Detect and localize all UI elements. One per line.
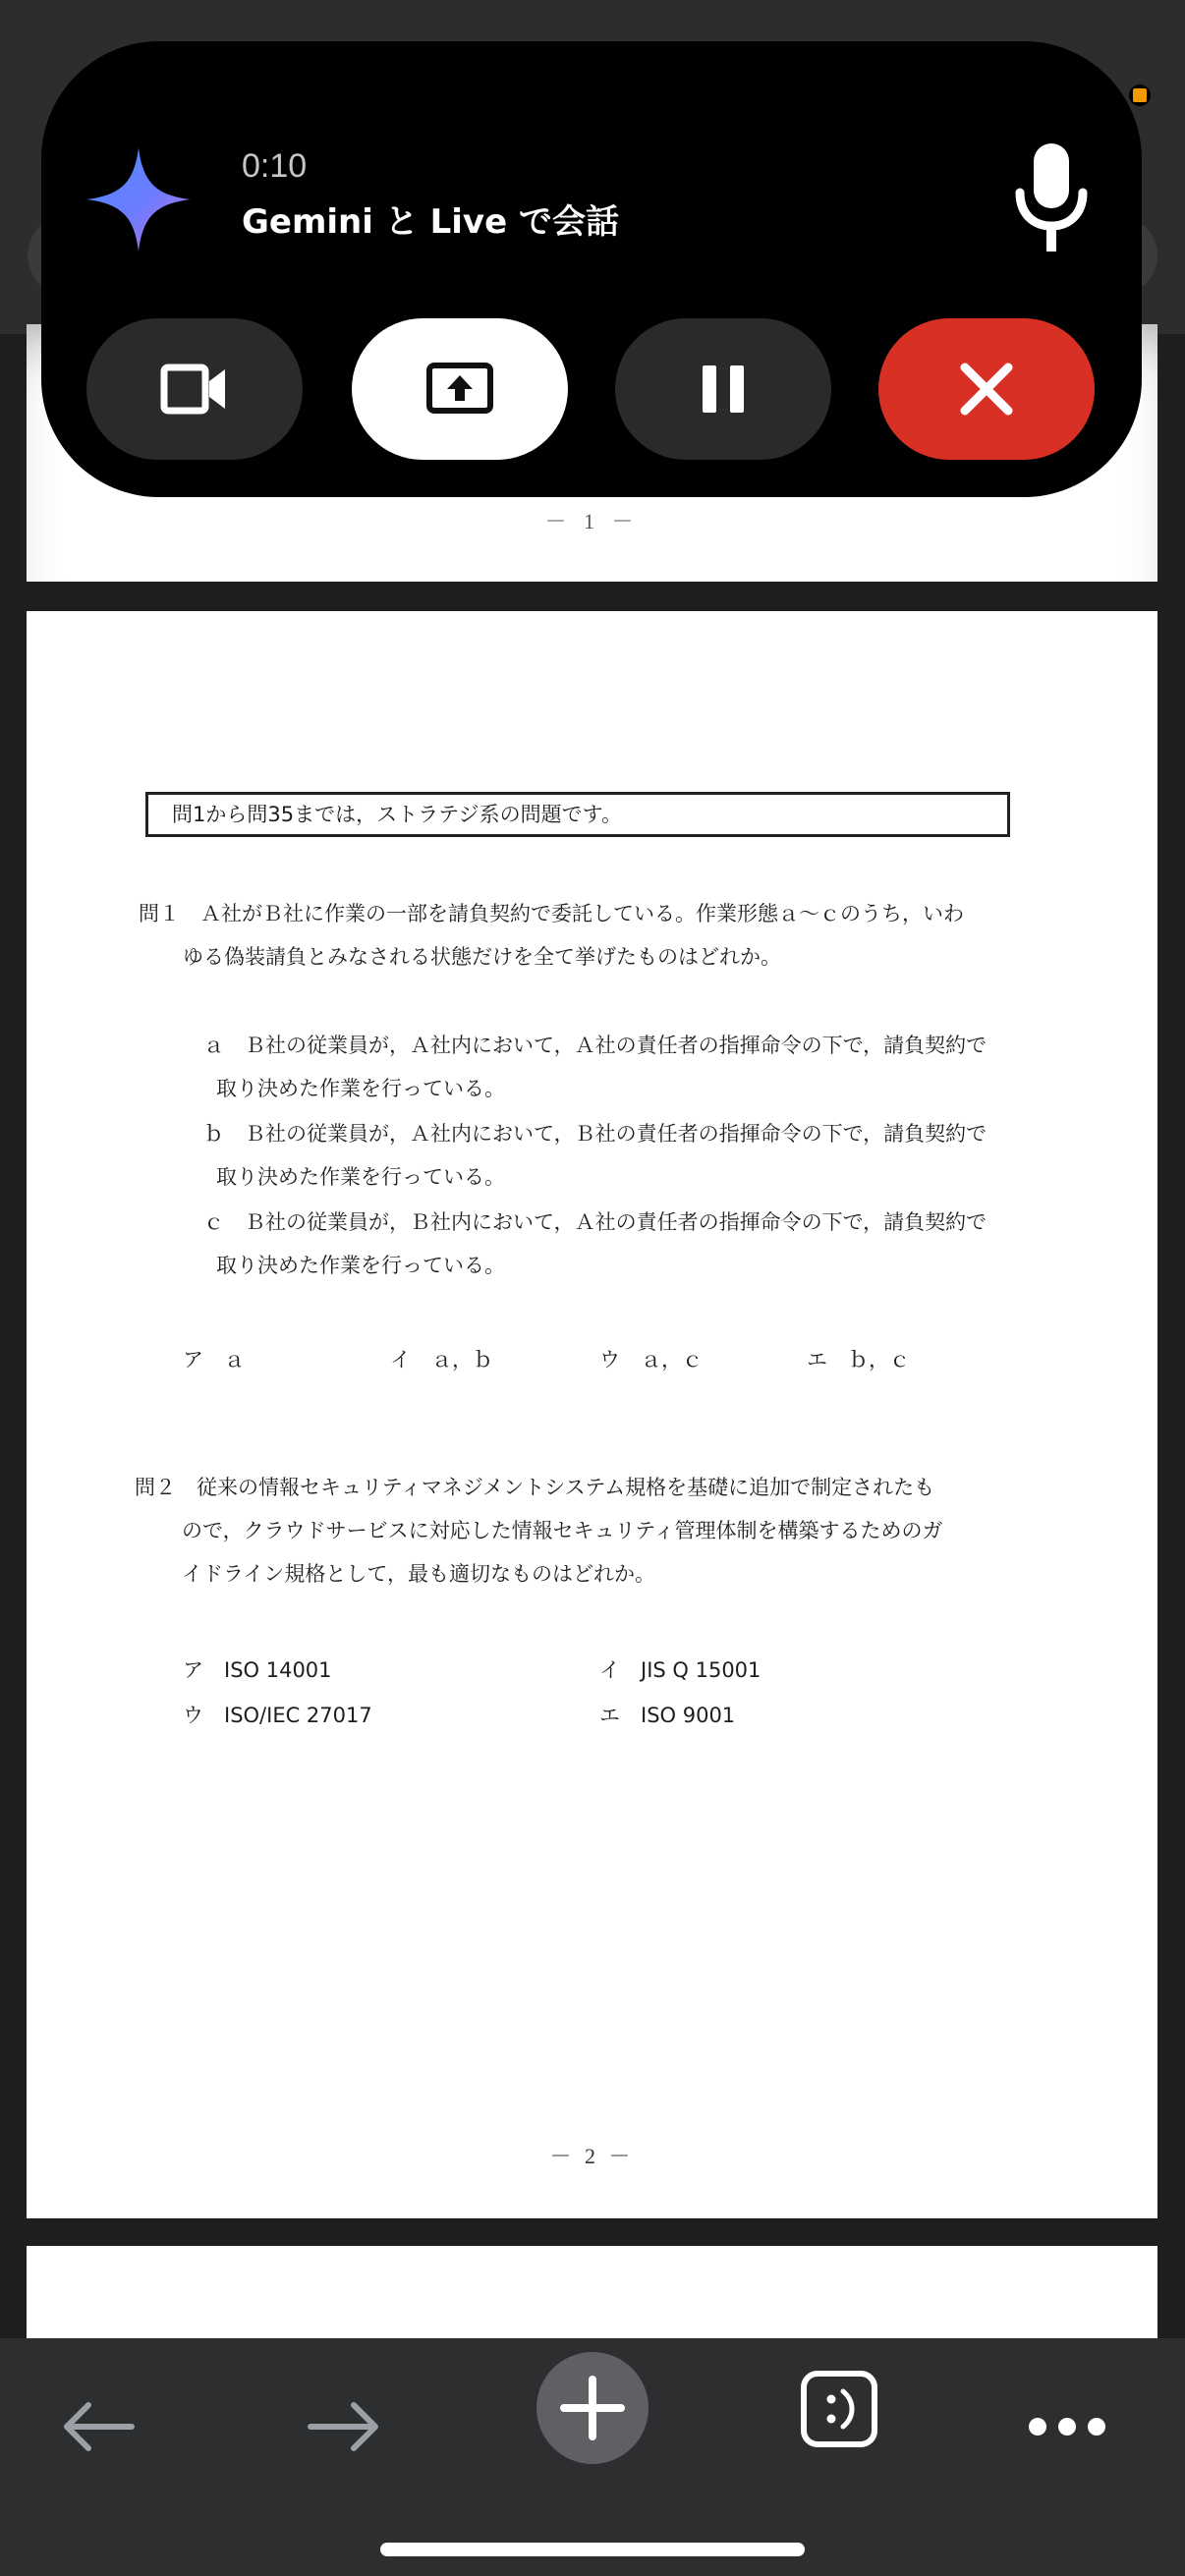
back-button[interactable]	[49, 2378, 147, 2476]
recording-indicator-square	[1133, 88, 1147, 102]
home-indicator[interactable]	[380, 2543, 805, 2556]
q1-choice-e: エ ｂ，ｃ	[807, 1348, 910, 1372]
arrow-left-icon	[59, 2397, 138, 2456]
question-2-line-3: イドライン規格として，最も適切なものはどれか。	[182, 1562, 655, 1586]
pdf-page-2	[27, 611, 1157, 2218]
end-call-button[interactable]	[878, 318, 1095, 460]
live-title: Gemini と Live で会話	[242, 202, 619, 242]
microphone-icon[interactable]	[1014, 143, 1089, 252]
option-c-line-1: ｃ Ｂ社の従業員が，Ｂ社内において，Ａ社の責任者の指揮命令の下で，請負契約で	[203, 1210, 988, 1234]
tab-switcher-button[interactable]	[796, 2366, 882, 2452]
browser-toolbar	[0, 2338, 1185, 2576]
option-c-line-2: 取り決めた作業を行っている。	[216, 1254, 505, 1277]
page-number: － 1 －	[544, 509, 640, 533]
q2-choice-e: エ ISO 9001	[599, 1704, 736, 1727]
q1-choice-a: ア ａ	[183, 1348, 245, 1372]
q1-choice-u: ウ ａ，ｃ	[599, 1348, 703, 1372]
page-number: － 2 －	[549, 2144, 635, 2168]
option-b-line-1: ｂ Ｂ社の従業員が，Ａ社内において，Ｂ社の責任者の指揮命令の下で，請負契約で	[203, 1122, 988, 1146]
video-button[interactable]	[86, 318, 303, 460]
recording-indicator	[1129, 84, 1151, 106]
more-icon	[1026, 2415, 1108, 2438]
question-2-line-2: ので，クラウドサービスに対応した情報セキュリティ管理体制を構築するためのガ	[182, 1519, 943, 1542]
plus-icon	[558, 2374, 627, 2442]
gemini-star-icon	[85, 145, 193, 253]
q2-choice-a: ア ISO 14001	[183, 1658, 332, 1682]
pause-icon	[699, 362, 748, 417]
forward-button[interactable]	[295, 2378, 393, 2476]
more-options-button[interactable]	[1018, 2378, 1116, 2476]
video-camera-icon	[160, 362, 229, 417]
q1-choice-i: イ ａ，ｂ	[390, 1348, 493, 1372]
q2-choice-i: イ JIS Q 15001	[599, 1658, 762, 1682]
call-timer: 0:10	[242, 147, 308, 185]
q2-choice-u: ウ ISO/IEC 27017	[183, 1704, 372, 1727]
close-icon	[959, 362, 1014, 417]
question-2-line-1: 問２ 従来の情報セキュリティマネジメントシステム規格を基礎に追加で制定されたも	[135, 1476, 935, 1499]
pause-button[interactable]	[615, 318, 831, 460]
option-a-line-1: ａ Ｂ社の従業員が，Ａ社内において，Ａ社の責任者の指揮命令の下で，請負契約で	[203, 1034, 988, 1057]
new-tab-button[interactable]	[536, 2352, 649, 2464]
question-1-line-2: ゆる偽装請負とみなされる状態だけを全て挙げたものはどれか。	[183, 945, 781, 969]
option-a-line-2: 取り決めた作業を行っている。	[216, 1077, 505, 1100]
arrow-right-icon	[305, 2397, 383, 2456]
screen-share-icon	[425, 362, 494, 417]
option-b-line-2: 取り決めた作業を行っている。	[216, 1165, 505, 1189]
section-box: 問1から問35までは，ストラテジ系の問題です。	[145, 792, 1010, 837]
screen-share-button[interactable]	[352, 318, 568, 460]
gemini-live-panel	[41, 41, 1142, 497]
tab-switcher-icon	[800, 2370, 878, 2448]
question-1-line-1: 問１ Ａ社がＢ社に作業の一部を請負契約で委託している。作業形態ａ～ｃのうち，いわ	[139, 902, 964, 925]
